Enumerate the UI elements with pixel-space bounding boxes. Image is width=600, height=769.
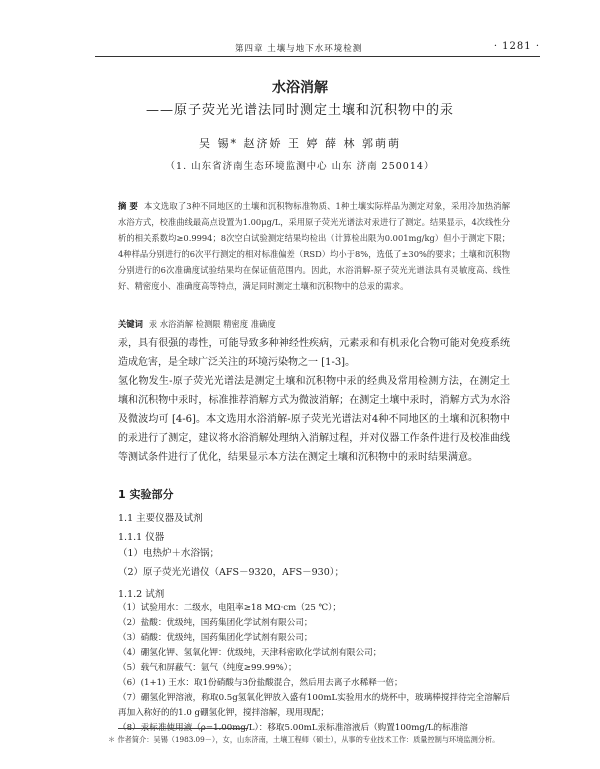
list-item: （2）原子荧光光谱仪（AFS－9320，AFS－930）； <box>118 567 345 578</box>
abstract <box>118 198 510 294</box>
subsection-heading: 1.1 主要仪器及试剂 <box>118 513 203 524</box>
page-number: · 1281 · <box>493 41 540 52</box>
author-list: 吴 锡* 赵济娇 王 婷 薛 林 郭萌萌 <box>199 137 401 150</box>
list-item: （2）盐酸：优级纯，国药集团化学试剂有限公司； <box>118 618 313 628</box>
intro-paragraph: 氢化物发生-原子荧光光谱法是测定土壤和沉积物中汞的经典及常用检测方法，在测定土壤和沉积物中汞时，标准推荐消解方式为微波消解；在测定土壤中汞时，消解方式为水浴及微波均可 [4-6]。本文选用水浴消解-原子荧光光谱法对4种不同地区的土壤和沉积物中的汞进行了测定，建议将水浴消解处理纳入消解过程，并对仪器工作条件进行及校准曲线等测试条件进行了优化，结果显示本方法在测定土壤和沉积物中的汞时结果满意。 <box>118 376 510 463</box>
list-item: （8）汞标准使用液（ρ=1.00mg/L）：移取5.00mL汞标准溶液后（购置100mg/L的标准溶 <box>118 723 468 733</box>
paper-title: 水浴消解 <box>272 80 328 96</box>
list-item: （4）硼氢化钾、氢氧化钾：优级纯，天津科密欧化学试剂有限公司； <box>118 648 382 658</box>
footnote-divider <box>118 728 248 729</box>
keywords <box>118 318 510 330</box>
section-heading: 1 实验部分 <box>118 488 174 501</box>
list-item: （3）硝酸：优级纯，国药集团化学试剂有限公司； <box>118 633 313 643</box>
running-header <box>95 40 540 57</box>
keywords-text: 汞 水浴消解 检测限 精密度 准确度 <box>148 319 276 329</box>
abstract-label: 摘 要 <box>118 201 138 211</box>
paper-subtitle: ——原子荧光光谱法同时测定土壤和沉积物中的汞 <box>145 103 454 118</box>
abstract-text: 本文选取了3种不同地区的土壤和沉积物标准物质、1种土壤实际样品为测定对象，采用冷加热消解水浴方式，校准曲线最高点设置为1.00μg/L，采用原子荧光光谱法对汞进行了测定。结果显示，4次线性分析的相关系数均≥0.9994；8次空白试验测定结果均检出（计算检出限为0.001mg/kg）但小于测定下限；4种样品分别进行的6次平行测定的相对标准偏差（RSD）均小于8%，选低了±30%的要求；土壤和沉积物分别进行的6次准确度试验结果均在保证值范围内。因此，水浴消解-原子荧光光谱法具有灵敏度高、线性好、精密度小、准确度高等特点，满足同时测定土壤和沉积物中的总汞的需求。 <box>118 201 511 291</box>
list-item: （5）载气和屏蔽气：氩气（纯度≥99.99%）； <box>118 663 297 673</box>
footnote: ＊ 作者简介：吴锡（1983.09－），女，山东济南，土壤工程师（硕士），从事的专业技术工作：质量控制与环境监测分析。 <box>108 735 500 744</box>
running-title: 第四章 土壤与地下水环境检测 <box>235 44 363 54</box>
list-item: （6）(1+1) 王水：取1份硝酸与3份盐酸混合，然后用去离子水稀释一倍； <box>118 678 403 688</box>
affiliation: （1. 山东省济南生态环境监测中心 山东 济南 250014） <box>165 161 435 172</box>
list-item: （1）试验用水：二级水，电阻率≥18 MΩ·cm（25 ℃）； <box>118 603 342 613</box>
subsection-heading: 1.1.1 仪器 <box>118 532 165 543</box>
keywords-label: 关键词 <box>118 319 143 329</box>
list-item: （1）电热炉＋水浴锅； <box>118 548 220 559</box>
intro-paragraph: 汞，具有很强的毒性，可能导致多种神经性疾病，元素汞和有机汞化合物可能对免疫系统造成危害，是全球广泛关注的环境污染物之一 [1-3]。 <box>118 338 510 368</box>
subsection-heading: 1.1.2 试剂 <box>118 589 165 600</box>
list-item: （7）硼氢化钾溶液，称取0.5g氢氧化钾放入盛有100mL实验用水的烧杯中，玻璃棒搅拌待完全溶解后再加入称好的的1.0 g硼氢化钾，搅拌溶解，现用现配； <box>118 693 510 718</box>
